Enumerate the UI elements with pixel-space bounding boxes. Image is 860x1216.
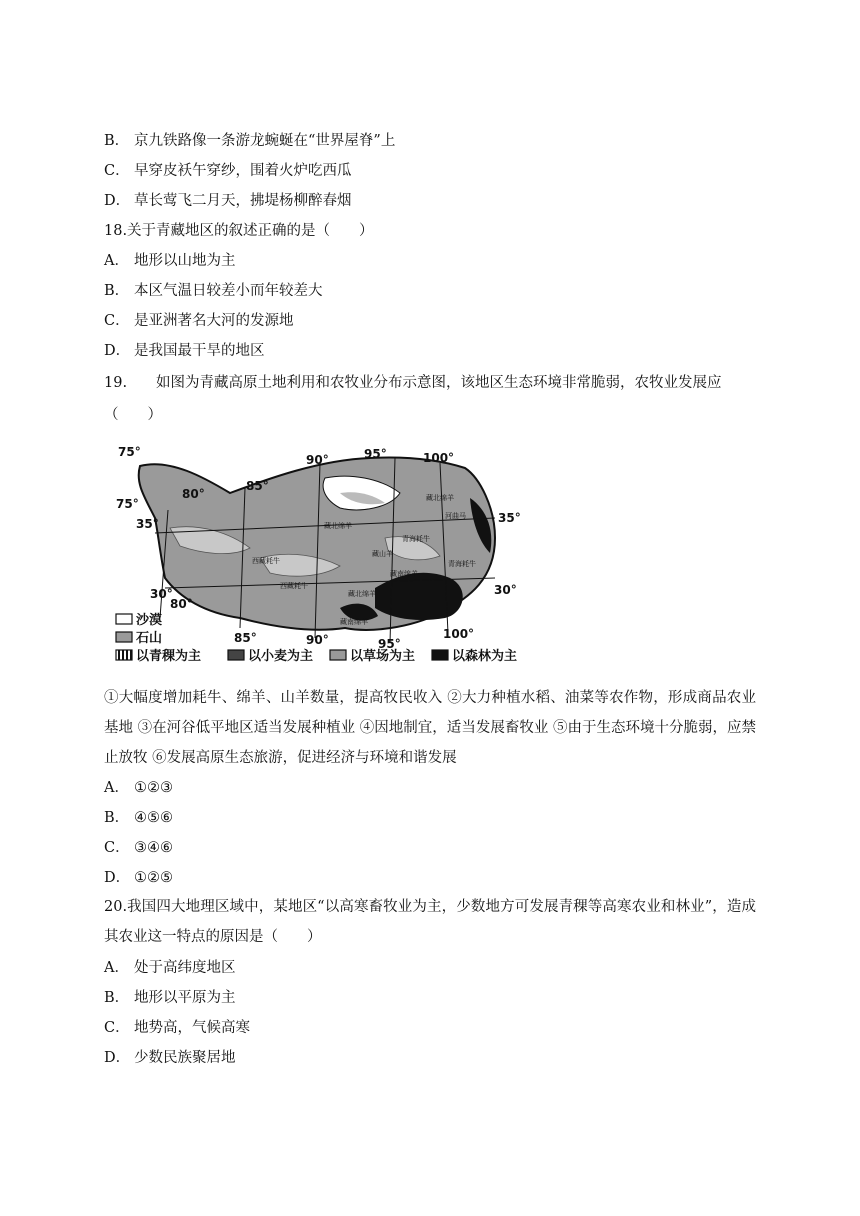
q19-option-a: A． ①②③	[104, 780, 173, 796]
lon-label-90-top: 90°	[306, 453, 329, 467]
place-label-8: 藏南绵羊	[390, 570, 418, 578]
lon-label-75-top: 75°	[118, 445, 141, 459]
place-label-4: 青海耗牛	[402, 535, 430, 543]
legend-stone-mountain: 石山	[136, 631, 163, 646]
q20-option-c: C． 地势高，气候高寒	[104, 1020, 250, 1036]
lat-label-35-right: 35°	[498, 511, 521, 525]
q19-statements: ①大幅度增加耗牛、绵羊、山羊数量，提高牧民收入 ②大力种植水稻、油菜等农作物，形成商品农业基地 ③在河谷低平地区适当发展种植业 ④因地制宜，适当发展畜牧业 ⑤由于生态环境十分脆弱，应禁止放牧 ⑥发展高原生态旅游，促进经济与环境和谐发展	[104, 690, 756, 766]
q19-stem-line2: （ ）	[104, 407, 162, 423]
place-label-1: 藏北绵羊	[426, 494, 454, 502]
legend-wheat: 以小麦为主	[248, 649, 314, 664]
q18-option-c: C． 是亚洲著名大河的发源地	[104, 313, 294, 329]
q19-stem-line1: 19. 如图为青藏高原土地利用和农牧业分布示意图，该地区生态环境非常脆弱，农牧业发展应	[104, 375, 722, 391]
q18-option-a: A． 地形以山地为主	[104, 253, 236, 269]
q18-option-b: B． 本区气温日较差小而年较差大	[104, 283, 323, 299]
lon-label-95-bottom: 95°	[378, 637, 401, 651]
lon-label-80-bottom: 80°	[170, 597, 193, 611]
place-label-10: 藏北绵羊	[348, 590, 376, 598]
lon-label-100-bottom: 100°	[443, 627, 475, 641]
q20-stem: 20.我国四大地理区域中，某地区“以高寒畜牧业为主，少数地方可发展青稞等高寒农业和林业”，造成其农业这一特点的原因是（ ）	[104, 899, 756, 945]
lon-label-75-left: 75°	[116, 497, 139, 511]
q20-option-b: B． 地形以平原为主	[104, 990, 236, 1006]
q17-option-b: B． 京九铁路像一条游龙蜿蜒在“世界屋脊”上	[104, 133, 396, 149]
place-label-9: 西藏耗牛	[280, 582, 308, 590]
place-label-3: 河曲马	[445, 512, 466, 520]
lon-label-85-top: 85°	[246, 479, 269, 493]
lon-label-85-bottom: 85°	[234, 631, 257, 645]
q19-option-b: B． ④⑤⑥	[104, 810, 173, 826]
q19-option-c: C． ③④⑥	[104, 840, 173, 856]
place-label-7: 青海耗牛	[448, 560, 476, 568]
place-label-5: 西藏耗牛	[252, 557, 280, 565]
q18-stem: 18.关于青藏地区的叙述正确的是（ ）	[104, 223, 374, 239]
legend-desert: 沙漠	[136, 613, 163, 628]
legend-grassland: 以草场为主	[350, 649, 416, 664]
lon-label-100-top: 100°	[423, 451, 455, 465]
lat-label-30-left: 30°	[150, 587, 173, 601]
tibet-plateau-map	[110, 438, 540, 672]
q18-option-d: D． 是我国最干旱的地区	[104, 343, 265, 359]
q19-option-d: D． ①②⑤	[104, 870, 173, 886]
legend-highland-barley: 以青稞为主	[136, 649, 202, 664]
place-label-11: 藏南绵羊	[340, 618, 368, 626]
q20-option-a: A． 处于高纬度地区	[104, 960, 236, 976]
q20-option-d: D． 少数民族聚居地	[104, 1050, 236, 1066]
place-label-2: 藏北绵羊	[324, 522, 352, 530]
q17-option-d: D． 草长莺飞二月天，拂堤杨柳醉春烟	[104, 193, 352, 209]
lon-label-95-top: 95°	[364, 447, 387, 461]
q17-option-c: C． 早穿皮袄午穿纱，围着火炉吃西瓜	[104, 163, 352, 179]
lat-label-35-left: 35°	[136, 517, 159, 531]
place-label-6: 藏山羊	[372, 550, 393, 558]
lon-label-80-top: 80°	[182, 487, 205, 501]
lon-label-90-bottom: 90°	[306, 633, 329, 647]
lat-label-30-right: 30°	[494, 583, 517, 597]
legend-forest: 以森林为主	[452, 649, 518, 664]
